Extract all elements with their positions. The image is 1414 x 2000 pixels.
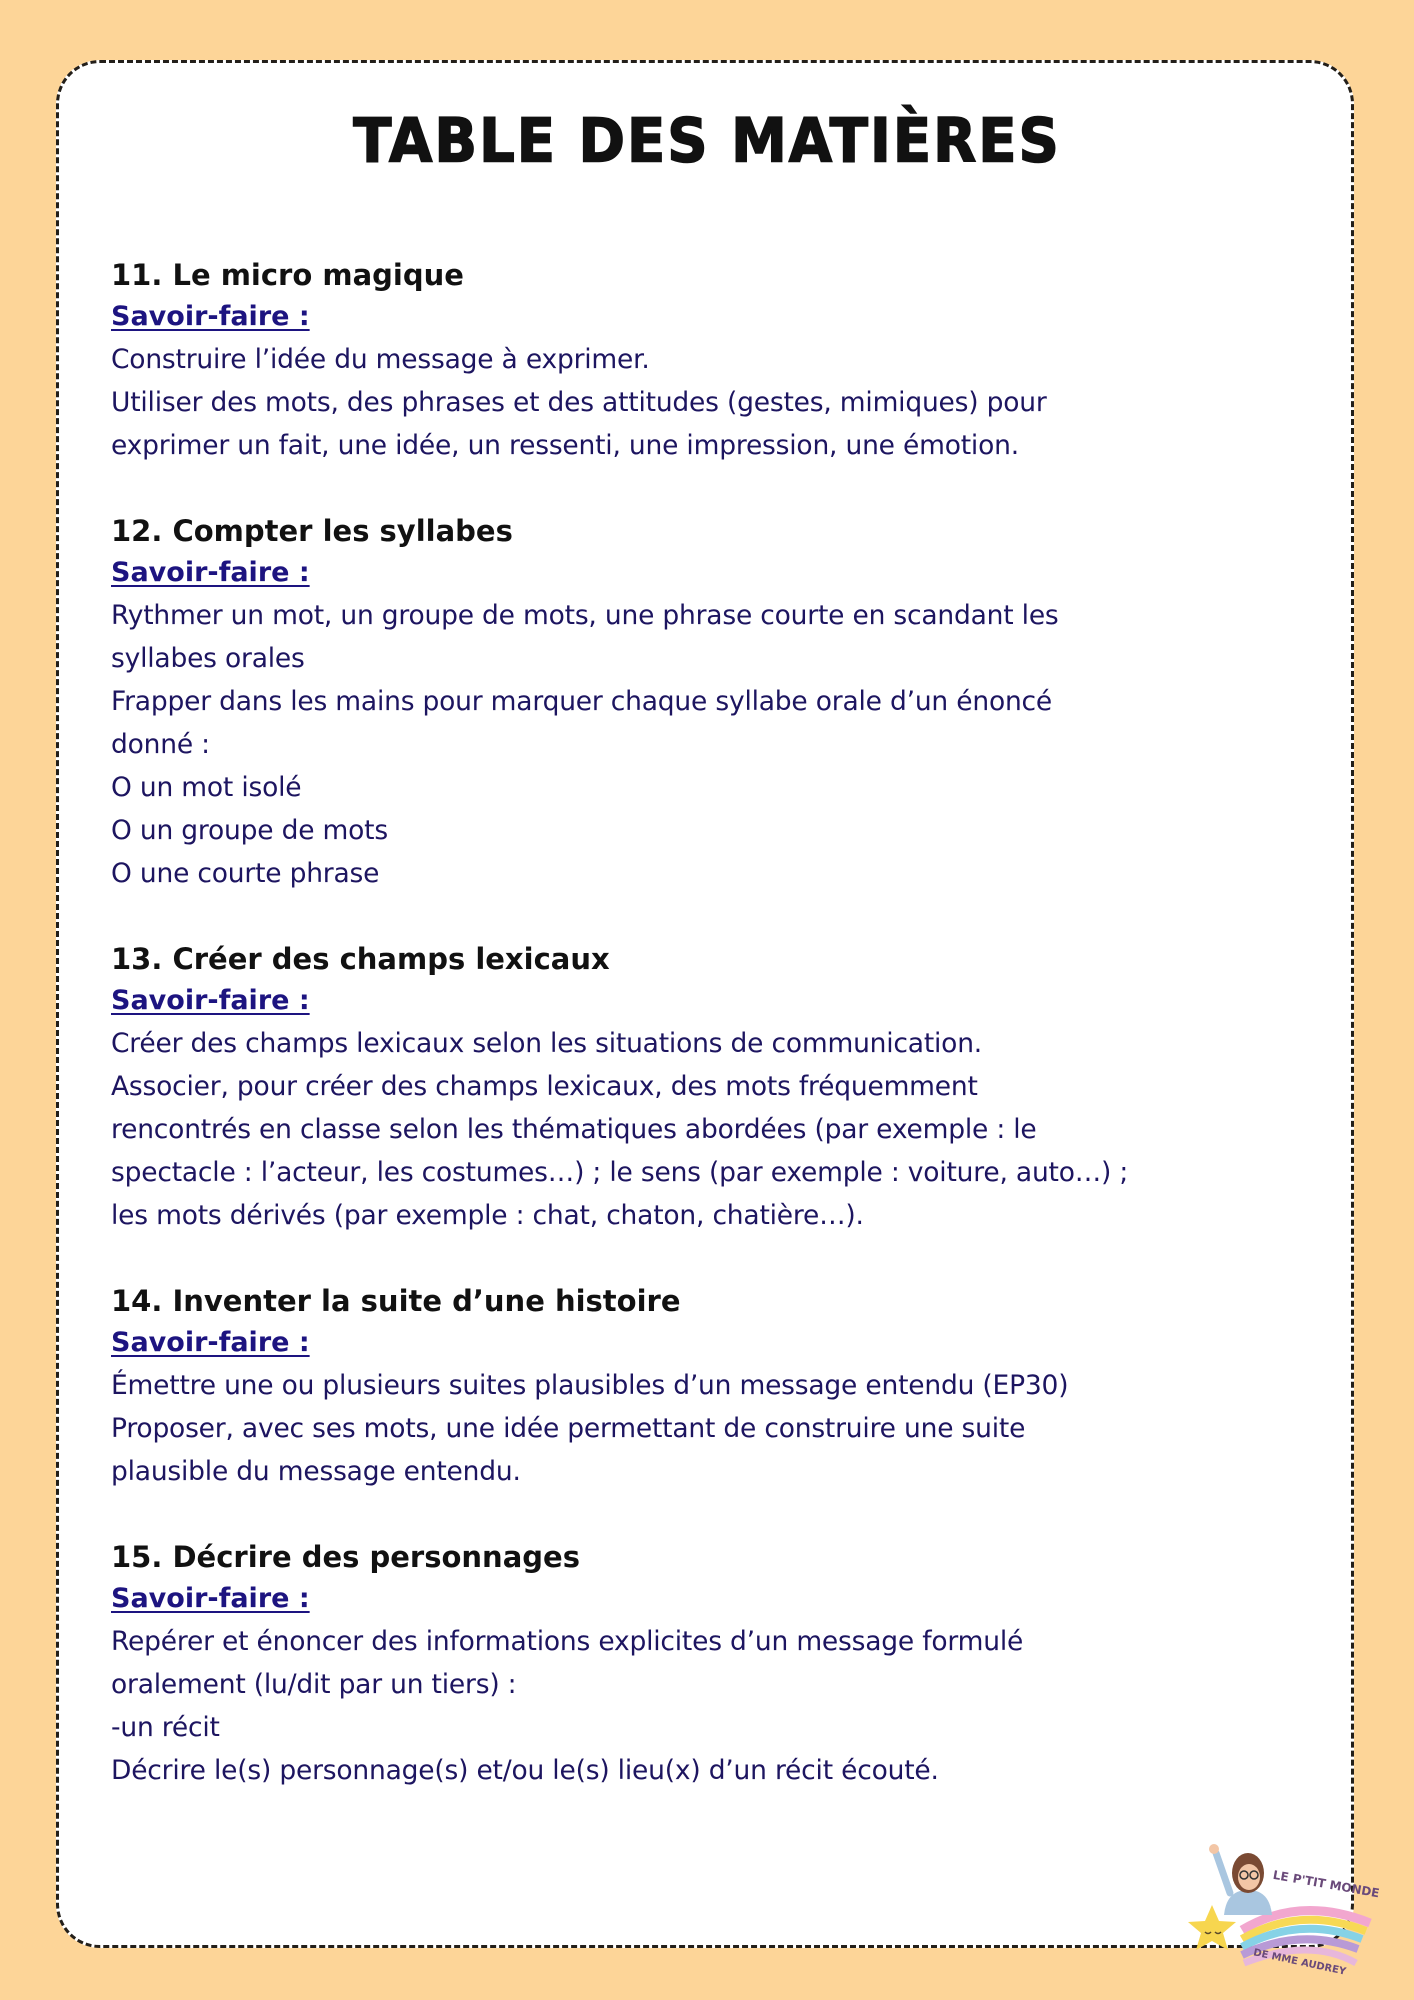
list-item: O un mot isolé: [111, 772, 302, 803]
savoir-faire-label: Savoir-faire :: [111, 557, 310, 588]
svg-text:DE MME AUDREY: DE MME AUDREY: [1252, 1947, 1347, 1978]
body-line: Créer des champs lexicaux selon les situations de communication.: [111, 1028, 983, 1059]
savoir-faire-label: Savoir-faire :: [111, 301, 310, 332]
toc-section-14: [111, 1280, 1211, 1493]
body-line: Décrire le(s) personnage(s) et/ou le(s) lieu(x) d’un récit écouté.: [111, 1755, 939, 1786]
body-line: rencontrés en classe selon les thématiques abordées (par exemple : le: [111, 1114, 1037, 1145]
body-line: les mots dérivés (par exemple : chat, chaton, chatière…).: [111, 1200, 864, 1231]
list-item: -un récit: [111, 1712, 220, 1743]
body-line: Associer, pour créer des champs lexicaux, des mots fréquemment: [111, 1071, 978, 1102]
body-line: Frapper dans les mains pour marquer chaque syllabe orale d’un énoncé: [111, 686, 1053, 717]
body-line: syllabes orales: [111, 643, 305, 674]
toc-section-15: [111, 1536, 1211, 1792]
body-line: donné :: [111, 729, 210, 760]
body-line: Émettre une ou plusieurs suites plausibles d’un message entendu (EP30): [111, 1370, 1069, 1401]
body-line: Proposer, avec ses mots, une idée permettant de construire une suite: [111, 1413, 1026, 1444]
section-heading: 15. Décrire des personnages: [111, 1540, 580, 1574]
body-line: oralement (lu/dit par un tiers) :: [111, 1669, 517, 1700]
section-heading: 12. Compter les syllabes: [111, 514, 513, 548]
page-title: TABLE DES MATIÈRES: [353, 106, 1061, 177]
star-rainbow-avatar-icon: [1180, 1835, 1380, 1985]
toc-section-11: [111, 254, 1211, 467]
body-line: Utiliser des mots, des phrases et des attitudes (gestes, mimiques) pour: [111, 387, 1047, 418]
section-heading: 14. Inventer la suite d’une histoire: [111, 1284, 681, 1318]
list-item: O un groupe de mots: [111, 815, 388, 846]
svg-text:LE P'TIT MONDE: LE P'TIT MONDE: [1271, 1867, 1380, 1901]
table-of-contents: [111, 254, 1211, 1835]
body-line: spectacle : l’acteur, les costumes…) ; le sens (par exemple : voiture, auto…) ;: [111, 1157, 1129, 1188]
body-line: Repérer et énoncer des informations explicites d’un message formulé: [111, 1626, 1024, 1657]
toc-section-13: [111, 938, 1211, 1237]
body-line: Construire l’idée du message à exprimer.: [111, 344, 650, 375]
savoir-faire-label: Savoir-faire :: [111, 1327, 310, 1358]
body-line: Rythmer un mot, un groupe de mots, une phrase courte en scandant les: [111, 600, 1059, 631]
list-item: O une courte phrase: [111, 858, 380, 889]
section-heading: 11. Le micro magique: [111, 258, 464, 292]
body-line: exprimer un fait, une idée, un ressenti, une impression, une émotion.: [111, 430, 1019, 461]
body-line: plausible du message entendu.: [111, 1456, 521, 1487]
savoir-faire-label: Savoir-faire :: [111, 1583, 310, 1614]
toc-section-12: [111, 510, 1211, 895]
brand-logo: [1180, 1835, 1380, 1985]
section-heading: 13. Créer des champs lexicaux: [111, 942, 610, 976]
savoir-faire-label: Savoir-faire :: [111, 985, 310, 1016]
